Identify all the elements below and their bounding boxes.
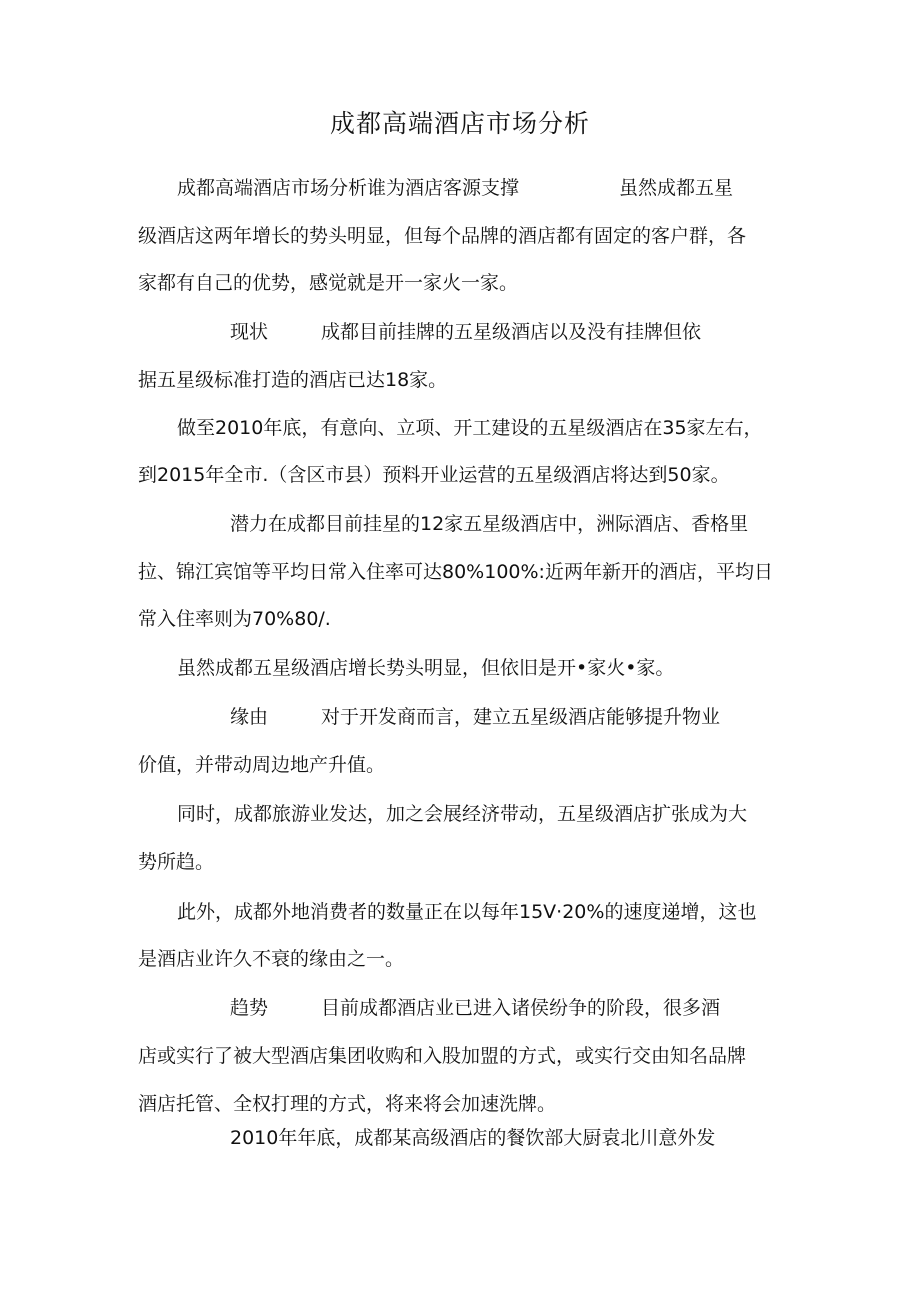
paragraph-line: 据五星级标准打造的酒店已达18家。 bbox=[138, 369, 448, 391]
paragraph-line: 常入住率则为70%80/. bbox=[138, 608, 331, 630]
paragraph-line: 拉、锦江宾馆等平均日常入住率可达80%100%:近两年新开的酒店，平均日 bbox=[138, 561, 773, 583]
section-heading: 缘由 bbox=[230, 706, 269, 728]
paragraph-line: 此外，成都外地消费者的数量正在以每年15V·20%的速度递增，这也 bbox=[177, 901, 757, 923]
line-segment: 成都目前挂牌的五星级酒店以及没有挂牌但依 bbox=[321, 321, 702, 343]
paragraph-line: 酒店托管、全权打理的方式，将来将会加速洗牌。 bbox=[138, 1093, 557, 1115]
line-segment: 虽然成都五星 bbox=[619, 177, 734, 199]
paragraph-line: 势所趋。 bbox=[138, 851, 215, 873]
paragraph-line: 级酒店这两年增长的势头明显，但每个品牌的酒店都有固定的客户群，各 bbox=[138, 225, 747, 247]
paragraph-line: 家都有自己的优势，感觉就是开一家火一家。 bbox=[138, 272, 519, 294]
paragraph-line: 潜力在成都目前挂星的12家五星级酒店中，洲际酒店、香格里 bbox=[230, 513, 749, 535]
document-title: 成都高端酒店市场分析 bbox=[329, 109, 590, 138]
section-heading: 趋势 bbox=[230, 997, 269, 1019]
paragraph-line: 做至2010年底，有意向、立项、开工建设的五星级酒店在35家左右， bbox=[177, 417, 763, 439]
paragraph-line: 价值，并带动周边地产升值。 bbox=[138, 754, 386, 776]
paragraph-line: 同时，成都旅游业发达，加之会展经济带动，五星级酒店扩张成为大 bbox=[177, 803, 748, 825]
line-segment: 目前成都酒店业已进入诸侯纷争的阶段，很多酒 bbox=[321, 997, 721, 1019]
paragraph-line bbox=[230, 994, 720, 1022]
paragraph-line: 店或实行了被大型酒店集团收购和入股加盟的方式，或实行交由知名品牌 bbox=[138, 1045, 747, 1067]
paragraph-line: 到2015年全市.（含区市县）预料开业运营的五星级酒店将达到50家。 bbox=[138, 464, 730, 486]
section-heading: 现状 bbox=[230, 321, 269, 343]
paragraph-line: 2010年年底，成都某高级酒店的餐饮部大厨袁北川意外发 bbox=[230, 1127, 716, 1149]
paragraph-line: 虽然成都五星级酒店增长势头明显，但依旧是开•家火•家。 bbox=[177, 657, 675, 679]
paragraph-line: 是酒店业许久不衰的缘由之一。 bbox=[138, 948, 405, 970]
paragraph-line bbox=[177, 174, 733, 202]
line-segment: 成都高端酒店市场分析谁为酒店客源支撑 bbox=[177, 177, 520, 199]
paragraph-line bbox=[230, 703, 720, 731]
paragraph-line bbox=[230, 318, 701, 346]
line-segment: 对于开发商而言，建立五星级酒店能够提升物业 bbox=[321, 706, 721, 728]
